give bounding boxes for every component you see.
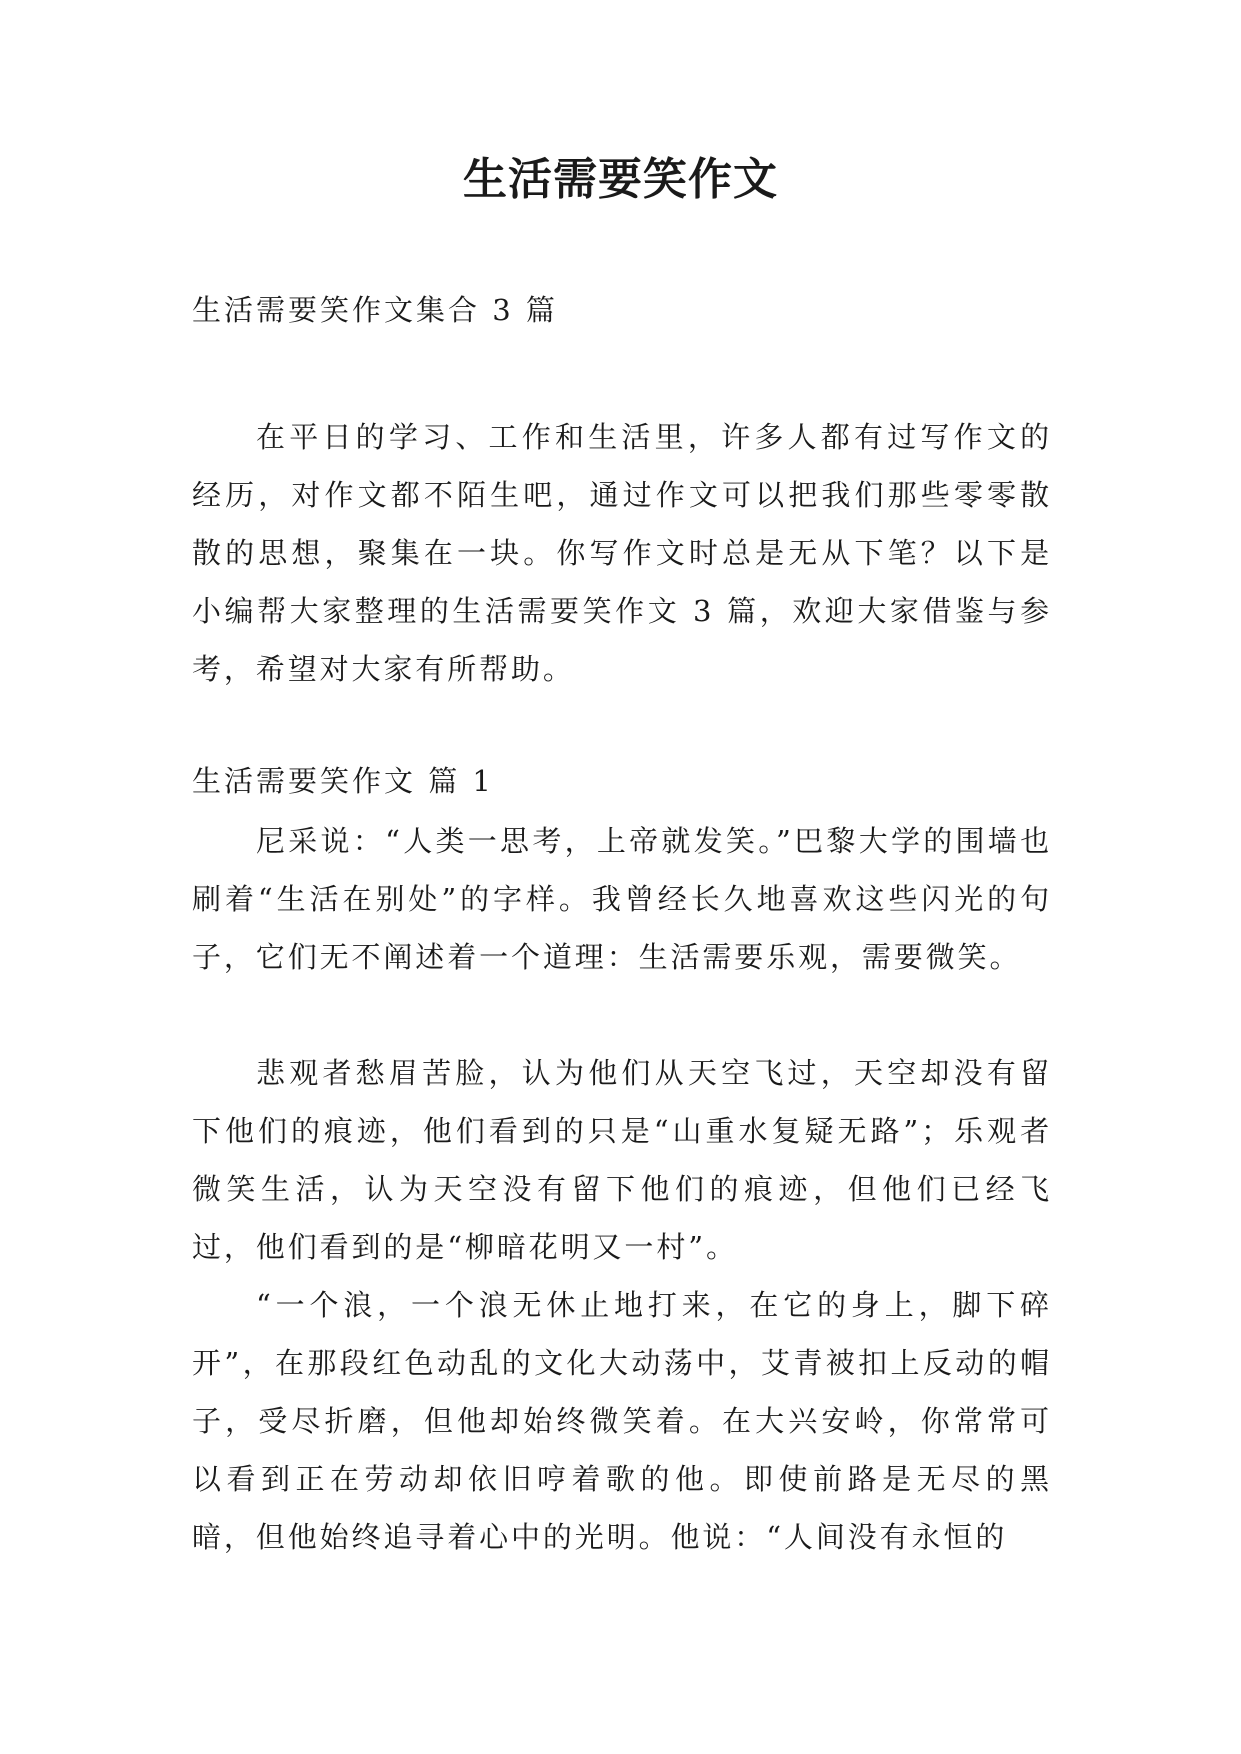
body-paragraph-3: “一个浪，一个浪无休止地打来，在它的身上，脚下碎开”，在那段红色动乱的文化大动荡中，艾青被扣上反动的帽子，受尽折磨，但他却始终微笑着。在大兴安岭，你常常可以看到正在劳动却依旧哼着歌的他。即使前路是无尽的黑暗，但他始终追寻着心中的光明。他说：“人间没有永恒的 [192,1288,1052,1554]
document-title: 生活需要笑作文 [463,154,778,205]
intro-paragraph: 在平日的学习、工作和生活里，许多人都有过写作文的经历，对作文都不陌生吧，通过作文可以把我们那些零零散散的思想，聚集在一块。你写作文时总是无从下笔？以下是小编帮大家整理的生活需要笑作文 3 篇，欢迎大家借鉴与参考，希望对大家有所帮助。 [192,420,1052,686]
document-subtitle: 生活需要笑作文集合 3 篇 [192,293,558,327]
section-heading: 生活需要笑作文 篇 1 [192,764,494,798]
body-paragraph-2: 悲观者愁眉苦脸，认为他们从天空飞过，天空却没有留下他们的痕迹，他们看到的只是“山重水复疑无路”；乐观者微笑生活，认为天空没有留下他们的痕迹，但他们已经飞过，他们看到的是“柳暗花明又一村”。 [192,1056,1052,1264]
body-paragraph-1: 尼采说：“人类一思考，上帝就发笑。”巴黎大学的围墙也刷着“生活在别处”的字样。我曾经长久地喜欢这些闪光的句子，它们无不阐述着一个道理：生活需要乐观，需要微笑。 [192,824,1052,974]
